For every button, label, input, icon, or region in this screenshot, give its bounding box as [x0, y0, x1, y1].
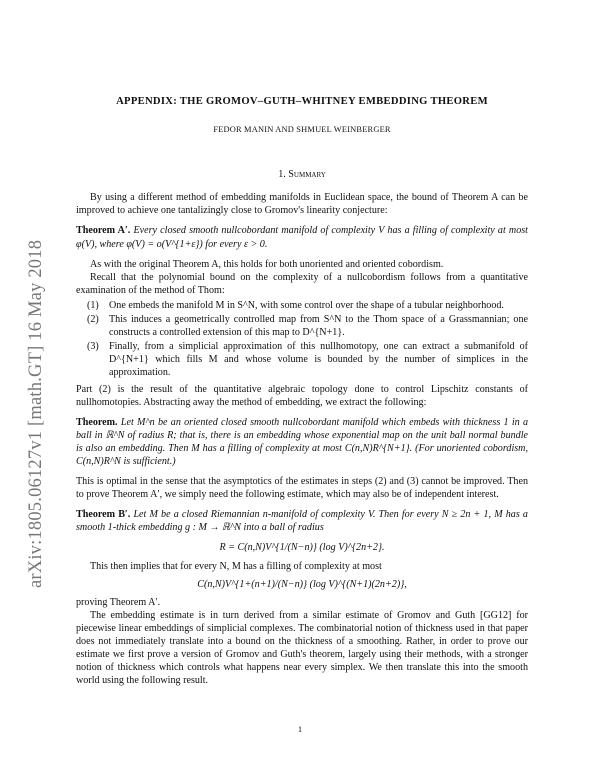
section-heading: [76, 168, 528, 181]
page-number: 1: [297, 724, 303, 734]
list-item-number: (3): [87, 341, 99, 353]
list-item-number: (1): [87, 299, 99, 311]
list-item-number: (2): [87, 314, 99, 326]
theorem-a-prime-statement: Every closed smooth nullcobordant manifold of complexity V has a filling of complexity at most φ(V), where φ(V) = o(V^{1+ε}) for every ε > 0.: [76, 225, 528, 250]
theorem-heading: Theorem.: [76, 416, 118, 428]
paragraph-filling: This then implies that for every N, M has a filling of complexity at most: [90, 560, 382, 572]
list-item: [76, 340, 528, 379]
theorem-statement: Let M^n be an oriented closed smooth nullcobordant manifold which embeds with thickness 1 in a ball in ℝ^N of radius R; that is, there is an embedding whose exponential map on the unit ball normal bundle is also an embedding. Then M has a filling of complexity at most C(n,N)R^{N+1}. (For unoriented cobordism, C(n,N)R^N is sufficient.): [76, 416, 528, 467]
paragraph-proving: proving Theorem A′.: [76, 596, 161, 608]
thom-steps-list: [76, 299, 528, 380]
paper-body: [76, 95, 528, 687]
theorem-a-prime: [76, 224, 528, 250]
theorem-b-prime-statement: Let M be a closed Riemannian n-manifold of complexity V. Then for every N ≥ 2n + 1, M has a smooth 1-thick embedding g : M → ℝ^N into a ball of radius: [76, 509, 528, 534]
paragraph-intro: By using a different method of embedding manifolds in Euclidean space, the bound of Theorem A can be improved to achieve one tantalizingly close to Gromov's linearity conjecture:: [76, 192, 528, 217]
paragraph-optimality: This is optimal in the sense that the asymptotics of the estimates in steps (2) and (3) cannot be improved. Then to prove Theorem A′, we simply need the following estimate, which may also be of independent interest.: [76, 476, 528, 501]
paper-authors: FEDOR MANIN AND SHMUEL WEINBERGER: [213, 125, 391, 135]
list-item-text: Finally, from a simplicial approximation of this nullhomotopy, one can extract a submanifold of D^{N+1} which fills M and whose volume is bounded by the number of simplices in the approximation.: [109, 341, 528, 379]
section-title: Summary: [288, 169, 326, 181]
theorem-b-prime: [76, 508, 528, 534]
paragraph-cobordism-note: As with the original Theorem A, this holds for both unoriented and oriented cobordism.: [90, 258, 444, 270]
equation-radius: R = C(n,N)V^{1/(N−n)} (log V)^{2n+2}.: [219, 542, 385, 554]
paragraph-part-two: Part (2) is the result of the quantitative algebraic topology done to control Lipschitz constants of nullhomotopies. Abstracting away the method of embedding, we extract the following:: [76, 383, 528, 408]
theorem-thickness: [76, 416, 528, 468]
paper-title: APPENDIX: THE GROMOV–GUTH–WHITNEY EMBEDDING THEOREM: [116, 96, 488, 107]
arxiv-identifier: arXiv:1805.06127v1 [math.GT] 16 May 2018: [26, 239, 46, 588]
list-item-text: This induces a geometrically controlled map from S^N to the Thom space of a Grassmannian; one constructs a controlled extension of this map to D^{N+1}.: [109, 314, 528, 339]
list-item: [76, 299, 528, 312]
list-item: [76, 313, 528, 339]
paragraph-recall-thom: Recall that the polynomial bound on the complexity of a nullcobordism follows from a quantitative examination of the method of Thom:: [76, 271, 528, 296]
arxiv-sidebar: [26, 162, 48, 588]
theorem-b-prime-heading: Theorem B′.: [76, 509, 131, 521]
equation-complexity: C(n,N)V^{1+(n+1)/(N−n)} (log V)^{(N+1)(2n+2)},: [197, 578, 407, 590]
paragraph-embedding-estimate: The embedding estimate is in turn derived from a similar estimate of Gromov and Guth [GG12] for piecewise linear embeddings of simplicial complexes. The combinatorial notion of thickness used in that paper does not immediately translate into a bound on the thickness of a smoothing. Rather, in order to prove our estimate we first prove a version of Gromov and Guth's theorem, largely using their methods, with a stronger notion of thickness which controls what happens near every simplex. We then translate this into the smooth world using the following result.: [76, 609, 528, 687]
theorem-a-prime-heading: Theorem A′.: [76, 225, 131, 237]
section-number: 1.: [278, 169, 286, 181]
list-item-text: One embeds the manifold M in S^N, with some control over the shape of a tubular neighborhood.: [109, 299, 504, 311]
